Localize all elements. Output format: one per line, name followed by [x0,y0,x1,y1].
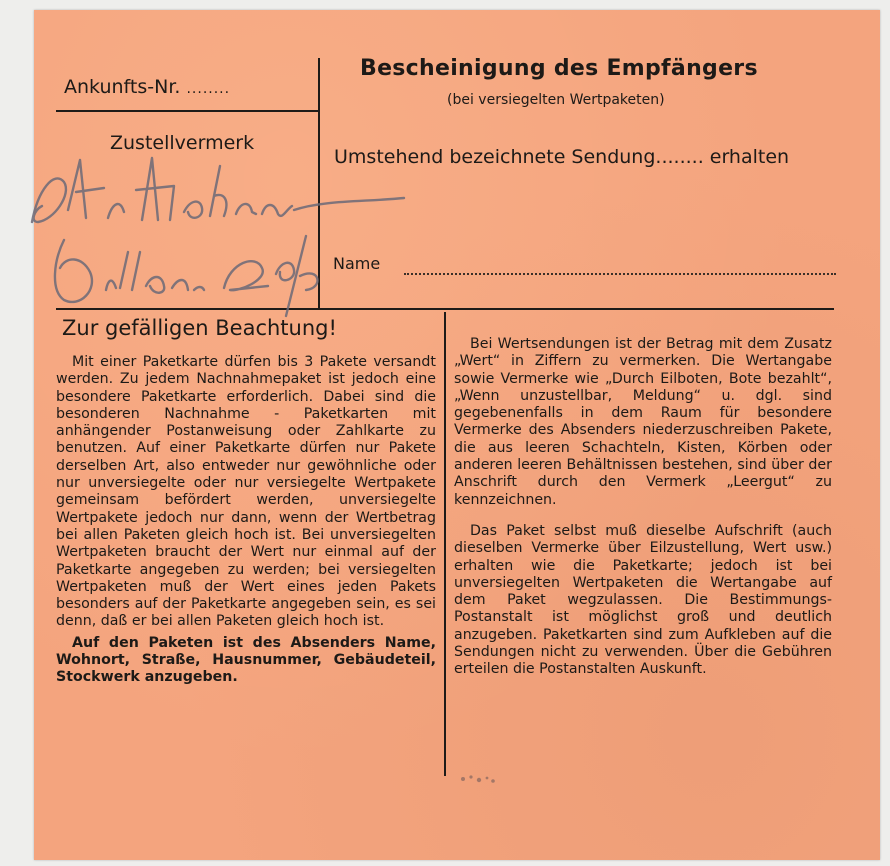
delivery-note-label: Zustellvermerk [110,132,255,154]
paragraph-gap [454,509,832,523]
recipient-certificate-subtitle: (bei versiegelten Wertpaketen) [447,92,665,108]
notice-heading: Zur gefälligen Beachtung! [62,316,337,340]
notice-right-paragraph-2: Das Paket selbst muß dieselbe Aufschrift (auch dieselben Vermerke über Eilzustellung, Wert usw.) erhalten wie die Paketkarte; jedoch ist bei unversiegelten Wertpaketen die Wertangabe auf dem Paket wegzulassen. Die Bestimmungs-Postanstalt ist möglichst groß und deutlich anzugeben. Paketkarten sind zum Aufkleben auf die Sendungen nicht zu verwenden. Über die Gebühren erteilen die Postanstalten Auskunft. [454,522,832,678]
name-label: Name [333,254,381,273]
notice-right-column [454,336,832,679]
name-signature-line [404,273,836,275]
top-left-divider [56,110,318,112]
arrival-number-label: Ankunfts-Nr. [64,76,181,98]
arrival-number-dots: ........ [186,81,231,97]
recipient-certificate-title: Bescheinigung des Empfängers [360,56,758,81]
notice-left-column [56,354,436,687]
ink-smudge [455,768,503,790]
vertical-divider-lower [444,312,446,776]
arrival-number-field [64,76,230,98]
notice-right-paragraph-1: Bei Wertsendungen ist der Betrag mit dem Zusatz „Wert“ in Ziffern zu vermerken. Die Wertangabe sowie Vermerke wie „Durch Eilboten, Bote bezahlt“, „Wenn unzustellbar, Meldung“ u. dgl. sind gegebenenfalls in dem Raum für besondere Vermerke des Absenders niederzuschreiben Pakete, die aus leeren Schachteln, Kisten, Körben oder anderen leeren Behältnissen bestehen, sind über der Anschrift durch den Vermerk „Leergut“ zu kennzeichnen. [454,336,832,508]
notice-sender-address-note: Auf den Paketen ist des Absenders Name, Wohnort, Straße, Hausnummer, Gebäudeteil, Stockwerk anzugeben. [56,634,436,686]
shipment-received-text: Umstehend bezeichnete Sendung........ erhalten [334,146,790,168]
notice-left-paragraph: Mit einer Paketkarte dürfen bis 3 Pakete versandt werden. Zu jedem Nachnahmepaket ist jedoch eine besondere Paketkarte erforderlich. Dabei sind die besonderen Nachnahme - Paketkarten mit anhängender Postanweisung oder Zahlkarte zu benutzen. Auf einer Paketkarte dürfen nur Pakete derselben Art, also entweder nur gewöhnliche oder nur unversiegelte oder nur versiegelte Wertpakete gemeinsam befördert werden, unversiegelte Wertpakete jedoch nur dann, wenn der Wertbetrag bei allen Paketen gleich hoch ist. Bei unversiegelten Wertpaketen braucht der Wert nur einmal auf der Paketkarte angegeben zu werden; bei versiegelten Wertpaketen muß der Wert eines jeden Pakets besonders auf der Paketkarte angegeben sein, es sei denn, daß er bei allen Paketen gleich hoch ist. [56,354,436,630]
